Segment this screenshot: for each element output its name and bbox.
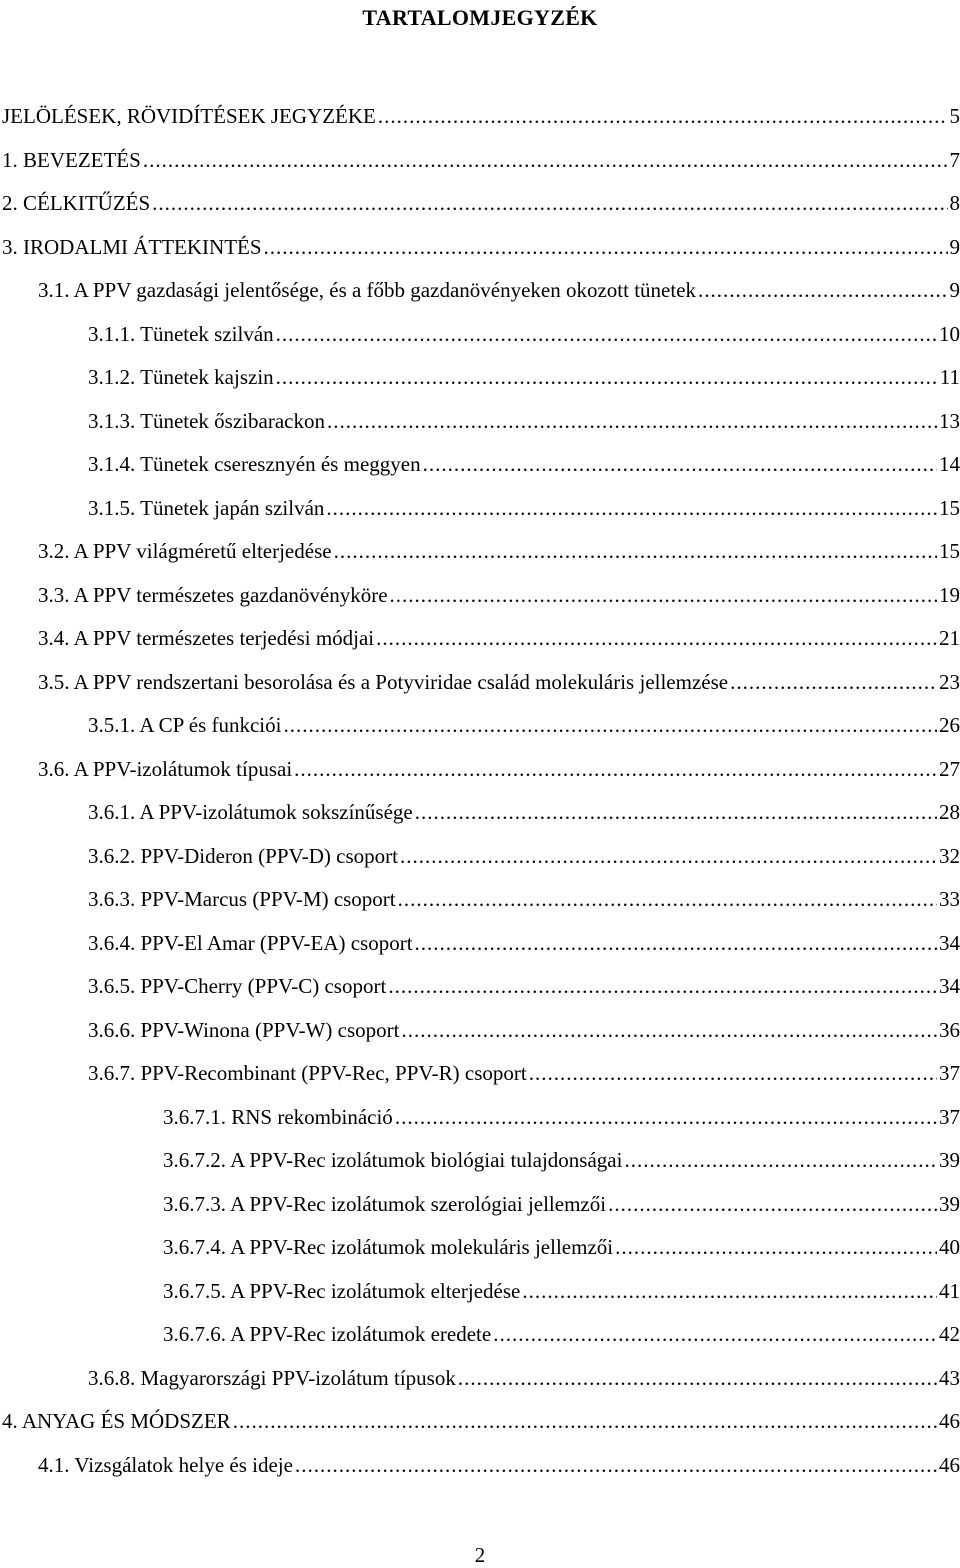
toc-entry[interactable]: [2, 101, 960, 131]
toc-dot-leader: [378, 101, 948, 131]
toc-entry-page-number: 41: [939, 1279, 960, 1303]
toc-entry-page-number: 34: [939, 974, 960, 998]
toc-entry-page-number: 10: [939, 322, 960, 346]
toc-entry-label: 3.6.7.1. RNS rekombináció: [163, 1105, 393, 1129]
toc-entry-page-number: 37: [939, 1061, 960, 1085]
toc-entry[interactable]: [88, 1015, 960, 1045]
toc-dot-leader: [334, 536, 937, 566]
toc-entry[interactable]: [88, 1363, 960, 1393]
toc-entry-label: 2. CÉLKITŰZÉS: [2, 191, 151, 215]
toc-entry[interactable]: [163, 1276, 960, 1306]
toc-dot-leader: [326, 493, 937, 523]
toc-entry-page-number: 39: [939, 1148, 960, 1172]
toc-entry-label: 3.3. A PPV természetes gazdanövényköre: [38, 583, 388, 607]
toc-entry[interactable]: [163, 1319, 960, 1349]
toc-entry-page-number: 33: [939, 887, 960, 911]
toc-dot-leader: [264, 232, 948, 262]
toc-entry-label: 3.4. A PPV természetes terjedési módjai: [38, 626, 375, 650]
toc-entry-label: 3.6.4. PPV-El Amar (PPV-EA) csoport: [88, 931, 413, 955]
toc-entry-label: 3.1. A PPV gazdasági jelentősége, és a főbb gazdanövényeken okozott tünetek: [38, 278, 697, 302]
toc-entry-label: 3.1.4. Tünetek cseresznyén és meggyen: [88, 452, 421, 476]
toc-dot-leader: [698, 275, 947, 305]
toc-entry-page-number: 37: [939, 1105, 960, 1129]
toc-entry[interactable]: [38, 667, 960, 697]
toc-entry-page-number: 46: [939, 1409, 960, 1433]
toc-entry[interactable]: [88, 449, 960, 479]
toc-entry-page-number: 34: [939, 931, 960, 955]
toc-dot-leader: [458, 1363, 937, 1393]
toc-entry-page-number: 8: [949, 191, 960, 215]
toc-dot-leader: [608, 1189, 937, 1219]
toc-entry-page-number: 46: [939, 1453, 960, 1477]
toc-entry-label: 3.1.2. Tünetek kajszin: [88, 365, 274, 389]
toc-entry[interactable]: [88, 406, 960, 436]
toc-dot-leader: [283, 710, 937, 740]
toc-entry-page-number: 13: [939, 409, 960, 433]
toc-dot-leader: [276, 362, 938, 392]
toc-entry[interactable]: [88, 710, 960, 740]
toc-dot-leader: [398, 884, 937, 914]
toc-entry-label: 1. BEVEZETÉS: [2, 148, 141, 172]
toc-entry-page-number: 39: [939, 1192, 960, 1216]
toc-entry-page-number: 5: [949, 104, 960, 128]
toc-entry-label: 3.6.7.5. A PPV-Rec izolátumok elterjedése: [163, 1279, 521, 1303]
toc-entry-page-number: 19: [939, 583, 960, 607]
toc-entry-page-number: 23: [939, 670, 960, 694]
toc-entry-page-number: 26: [939, 713, 960, 737]
toc-entry-label: 3.6.7. PPV-Recombinant (PPV-Rec, PPV-R) csoport: [88, 1061, 527, 1085]
toc-dot-leader: [624, 1145, 937, 1175]
toc-dot-leader: [400, 841, 937, 871]
toc-entry[interactable]: [38, 536, 960, 566]
toc-entry[interactable]: [88, 841, 960, 871]
toc-dot-leader: [233, 1406, 937, 1436]
toc-entry[interactable]: [88, 319, 960, 349]
toc-entry[interactable]: [38, 580, 960, 610]
toc-dot-leader: [529, 1058, 937, 1088]
toc-entry[interactable]: [38, 623, 960, 653]
toc-entry[interactable]: [38, 1450, 960, 1480]
toc-entry-label: 3.6.5. PPV-Cherry (PPV-C) csoport: [88, 974, 387, 998]
toc-entry-page-number: 15: [939, 539, 960, 563]
toc-entry[interactable]: [163, 1145, 960, 1175]
toc-entry-page-number: 27: [939, 757, 960, 781]
toc-entry-page-number: 15: [939, 496, 960, 520]
toc-entry-label: 3.6.7.4. A PPV-Rec izolátumok molekuláris jellemzői: [163, 1235, 614, 1259]
toc-entry[interactable]: [88, 797, 960, 827]
toc-entry-label: 3.6.6. PPV-Winona (PPV-W) csoport: [88, 1018, 400, 1042]
toc-dot-leader: [376, 623, 937, 653]
toc-entry-page-number: 21: [939, 626, 960, 650]
toc-entry-label: 3.6.2. PPV-Dideron (PPV-D) csoport: [88, 844, 398, 868]
page-title: TARTALOMJEGYZÉK: [362, 5, 598, 30]
toc-dot-leader: [143, 145, 948, 175]
toc-entry[interactable]: [88, 493, 960, 523]
toc-dot-leader: [295, 1450, 937, 1480]
toc-entry-label: 3.5.1. A CP és funkciói: [88, 713, 282, 737]
toc-dot-leader: [493, 1319, 937, 1349]
toc-entry-page-number: 9: [949, 278, 960, 302]
toc-entry[interactable]: [2, 188, 960, 218]
toc-entry-page-number: 9: [949, 235, 960, 259]
toc-entry-label: 3.6.7.2. A PPV-Rec izolátumok biológiai tulajdonságai: [163, 1148, 623, 1172]
toc-dot-leader: [522, 1276, 937, 1306]
toc-entry-page-number: 36: [939, 1018, 960, 1042]
toc-entry-label: 4. ANYAG ÉS MÓDSZER: [2, 1409, 231, 1433]
toc-entry[interactable]: [88, 928, 960, 958]
toc-entry-label: 3.5. A PPV rendszertani besorolása és a Potyviridae család molekuláris jellemzése: [38, 670, 729, 694]
toc-dot-leader: [730, 667, 937, 697]
toc-entry[interactable]: [163, 1102, 960, 1132]
toc-entry-label: 3.6.8. Magyarországi PPV-izolátum típusok: [88, 1366, 456, 1390]
toc-dot-leader: [276, 319, 937, 349]
toc-entry-label: 3.6.7.3. A PPV-Rec izolátumok szerológiai jellemzői: [163, 1192, 607, 1216]
toc-dot-leader: [390, 580, 937, 610]
toc-entry[interactable]: [2, 232, 960, 262]
toc-dot-leader: [294, 754, 937, 784]
toc-entry[interactable]: [2, 1406, 960, 1436]
toc-entry[interactable]: [88, 362, 960, 392]
toc-entry-label: 3.2. A PPV világméretű elterjedése: [38, 539, 332, 563]
toc-dot-leader: [401, 1015, 937, 1045]
toc-dot-leader: [327, 406, 937, 436]
toc-entry-page-number: 32: [939, 844, 960, 868]
toc-entry[interactable]: [88, 971, 960, 1001]
toc-dot-leader: [388, 971, 937, 1001]
toc-dot-leader: [423, 449, 937, 479]
toc-entry-label: 3.6.3. PPV-Marcus (PPV-M) csoport: [88, 887, 396, 911]
toc-entry[interactable]: [163, 1189, 960, 1219]
toc-entry[interactable]: [38, 754, 960, 784]
toc-dot-leader: [152, 188, 947, 218]
toc-entry-label: 3.6. A PPV-izolátumok típusai: [38, 757, 293, 781]
toc-entry-label: 3. IRODALMI ÁTTEKINTÉS: [2, 235, 262, 259]
toc-entry-label: 3.6.7.6. A PPV-Rec izolátumok eredete: [163, 1322, 492, 1346]
toc-entry-page-number: 40: [939, 1235, 960, 1259]
toc-entry-label: JELÖLÉSEK, RÖVIDÍTÉSEK JEGYZÉKE: [2, 104, 376, 128]
toc-dot-leader: [395, 1102, 937, 1132]
toc-entry-page-number: 28: [939, 800, 960, 824]
toc-entry-page-number: 7: [949, 148, 960, 172]
toc-entry-label: 3.1.3. Tünetek őszibarackon: [88, 409, 325, 433]
toc-entry-page-number: 11: [939, 365, 960, 389]
toc-entry-page-number: 42: [939, 1322, 960, 1346]
page-number: 2: [474, 1543, 486, 1567]
toc-dot-leader: [615, 1232, 937, 1262]
toc-entry-label: 3.1.5. Tünetek japán szilván: [88, 496, 325, 520]
toc-entry-page-number: 43: [939, 1366, 960, 1390]
toc-entry[interactable]: [88, 884, 960, 914]
toc-dot-leader: [415, 797, 937, 827]
toc-dot-leader: [415, 928, 937, 958]
toc-entry-label: 4.1. Vizsgálatok helye és ideje: [38, 1453, 293, 1477]
toc-entry-label: 3.6.1. A PPV-izolátumok sokszínűsége: [88, 800, 413, 824]
toc-entry-label: 3.1.1. Tünetek szilván: [88, 322, 274, 346]
toc-entry-page-number: 14: [939, 452, 960, 476]
toc-entry[interactable]: [2, 145, 960, 175]
toc-entry[interactable]: [88, 1058, 960, 1088]
toc-entry[interactable]: [163, 1232, 960, 1262]
toc-entry[interactable]: [38, 275, 960, 305]
